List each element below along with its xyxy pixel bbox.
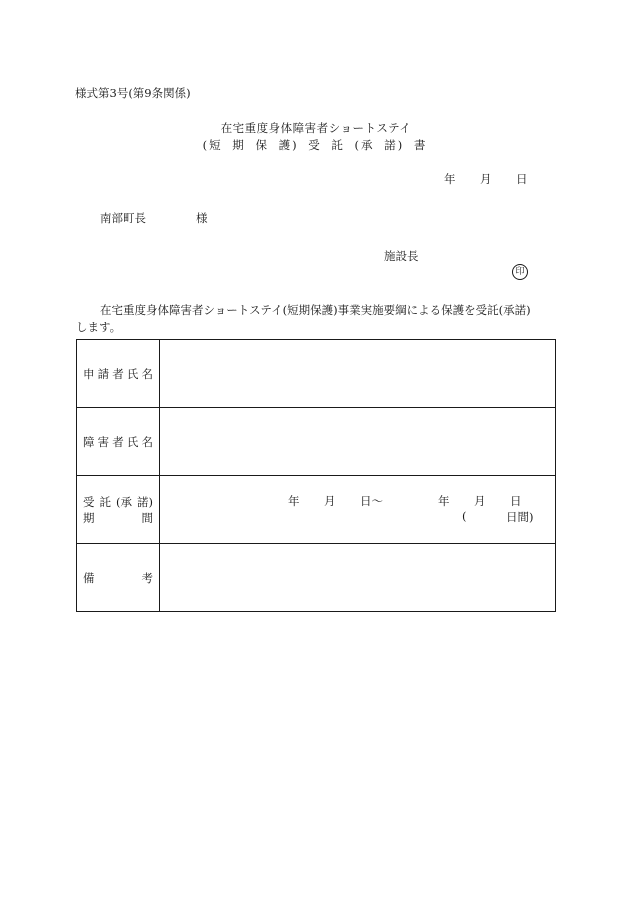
label-char: 者: [112, 366, 124, 381]
disabled-person-name-field[interactable]: [160, 408, 556, 476]
body-statement: [76, 302, 560, 336]
period-label: [77, 476, 160, 544]
addressee-town: 南部町長: [100, 211, 146, 225]
remarks-field[interactable]: [160, 544, 556, 612]
label-char: 請: [97, 366, 110, 381]
period-date-range: [288, 493, 522, 509]
label-char: 諾): [137, 494, 153, 509]
form-table: [76, 339, 556, 612]
facility-director: 施設長: [384, 249, 419, 263]
date-day-label: 日: [516, 172, 528, 186]
table-row-applicant: [77, 340, 556, 408]
day-count-label: 日間): [506, 510, 534, 524]
label-char: 備: [83, 570, 95, 585]
label-char: 申: [83, 366, 95, 381]
label-char: 氏: [126, 434, 139, 449]
title-line-1: 在宅重度身体障害者ショートステイ: [220, 121, 412, 135]
title-line-2: (短 期 保 護) 受 託 (承 諾) 書: [202, 138, 428, 152]
label-char: 害: [97, 434, 110, 449]
period-start-month: 月: [324, 494, 336, 508]
period-start-year: 年: [288, 494, 300, 508]
addressee-honorific: 様: [196, 211, 208, 225]
period-end-month: 月: [474, 494, 486, 508]
period-end-year: 年: [438, 494, 450, 508]
table-row-period: [77, 476, 556, 544]
disabled-person-name-label: [77, 408, 160, 476]
table-row-remarks: [77, 544, 556, 612]
seal-mark: 印: [512, 264, 528, 280]
label-char: 者: [112, 434, 124, 449]
date-year-label: 年: [444, 172, 456, 186]
body-line-1: 在宅重度身体障害者ショートステイ(短期保護)事業実施要綱による保護を受託(承諾): [100, 303, 531, 317]
date-month-label: 月: [480, 172, 492, 186]
label-char: 障: [83, 434, 95, 449]
form-number: 様式第3号(第9条関係): [75, 86, 191, 100]
label-char: 名: [141, 434, 153, 449]
label-char: 名: [141, 366, 153, 381]
label-char: 託: [99, 494, 111, 509]
period-start-day: 日〜: [360, 494, 383, 508]
label-char: 氏: [126, 366, 139, 381]
label-char: 間: [141, 510, 153, 525]
label-char: (承: [116, 494, 132, 509]
label-char: 受: [83, 494, 95, 509]
remarks-label: [77, 544, 160, 612]
label-char: 考: [141, 570, 153, 585]
table-row-disabled-person: [77, 408, 556, 476]
body-line-2: します。: [76, 320, 122, 334]
period-end-day: 日: [510, 494, 522, 508]
document-title: [0, 120, 630, 154]
addressee: [100, 210, 208, 226]
label-char: 期: [83, 510, 95, 525]
day-count-open-paren: (: [462, 509, 467, 523]
issue-date: [444, 171, 528, 187]
applicant-name-label: [77, 340, 160, 408]
applicant-name-field[interactable]: [160, 340, 556, 408]
period-day-count: [462, 509, 534, 525]
period-field[interactable]: [160, 476, 556, 544]
